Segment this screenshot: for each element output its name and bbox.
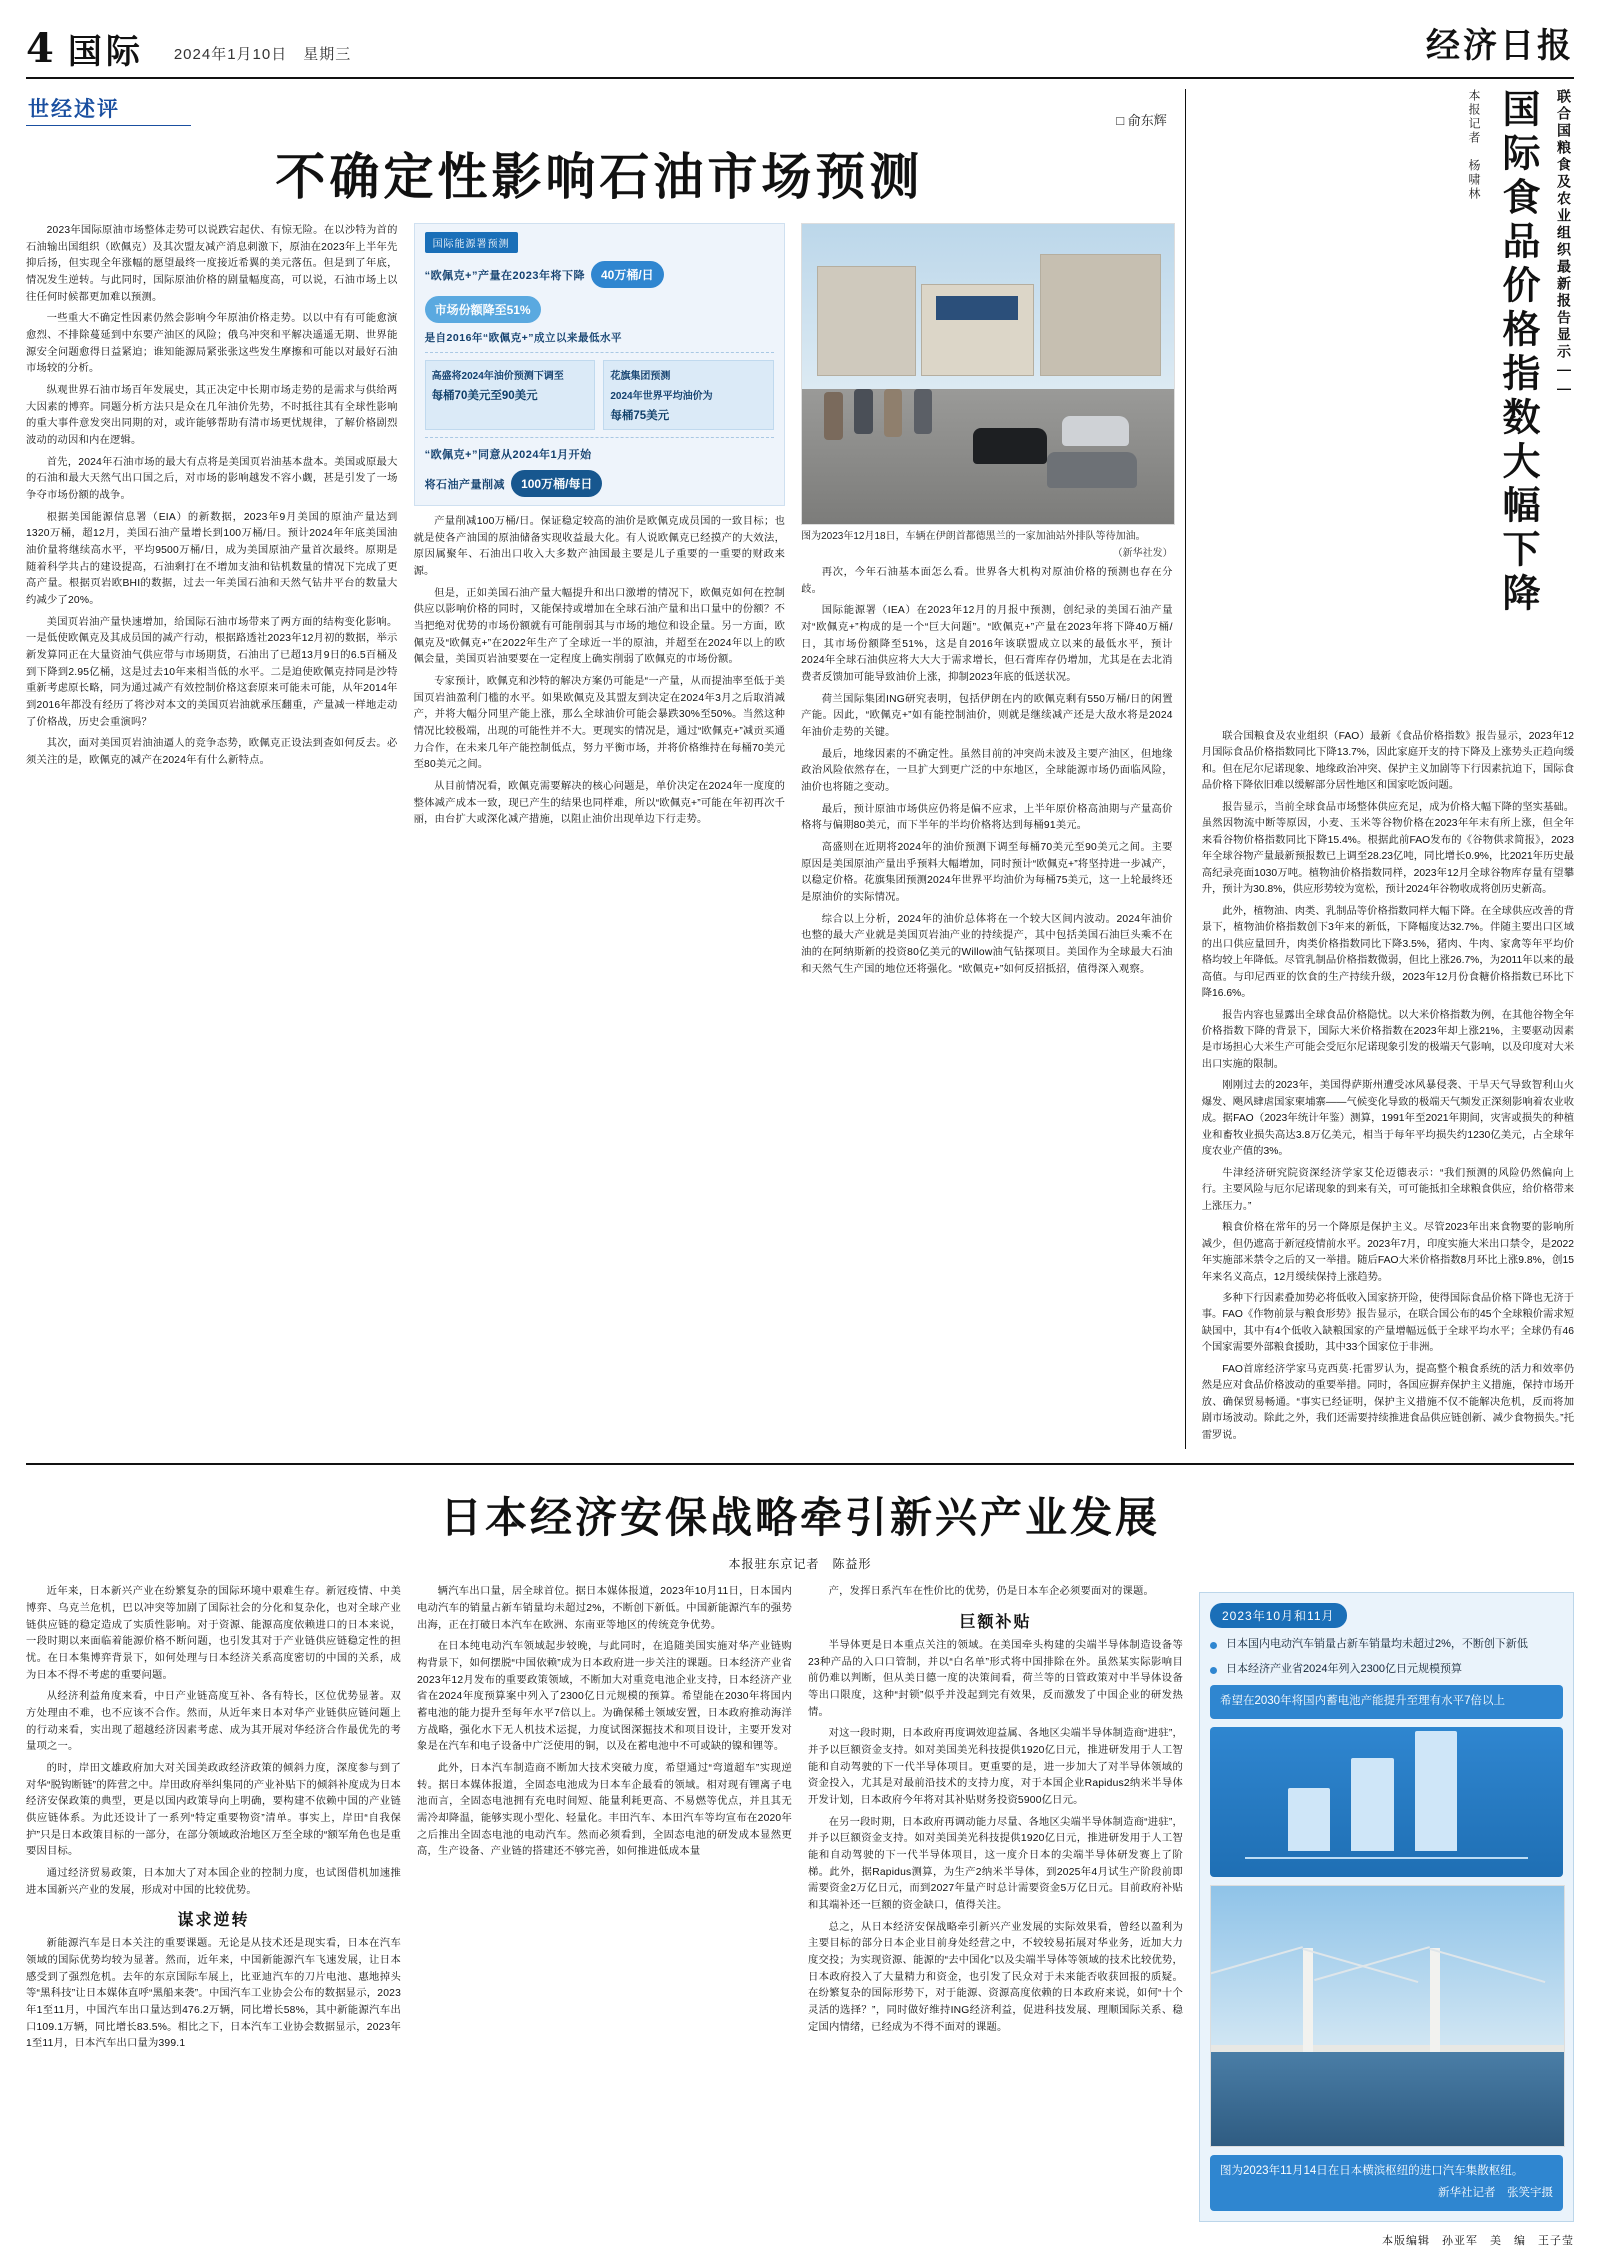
dateline: 2024年1月10日 星期三 <box>173 46 352 63</box>
paragraph: 联合国粮食及农业组织（FAO）最新《食品价格指数》报告显示，2023年12月国际食品价格指数同比下降13.7%，因此家庭开支的持下降及上涨势头正趋向缓和。但在尼尔尼诺现象、地缘政治冲突、保护主义加剧等下行因素抗迫下，国际食品价格下降依旧难以缓解部分居性地区和国家吃饭问题。 <box>1201 731 1574 792</box>
yokohama-bridge-photo <box>1210 1885 1565 2147</box>
caption-credit: 新华社记者 张笑宇摄 <box>1438 2186 1553 2199</box>
paragraph: 2023年国际原油市场整体走势可以说跌宕起伏、有惊无险。在以沙特为首的石油输出国组织（欧佩克）及其次盟友减产消息刺激下，原油在2023年上半年先抑后扬，但实现全年涨幅的愿望最终一度接近希翼的美元落伍。但是到了年底，情况发生逆转。与此同时，国际原油价格的剧量幅度高，可以说，石油市场上以往任何时候都更加难以预测。 <box>26 225 398 303</box>
infographic-line1: “欧佩克+”产量在2023年将下降 <box>424 269 585 282</box>
bottom-col3-text-2 <box>808 1638 1183 2036</box>
bottom-article <box>26 1463 1574 2247</box>
editors-line: 本版编辑 孙亚军 美 编 王子莹 <box>1382 2234 1574 2247</box>
masthead <box>26 18 1574 79</box>
bottom-column-2 <box>417 1584 792 2247</box>
bridge-deck <box>1211 2045 1564 2052</box>
right-subtitle: 联合国粮食及农业组织最新报告显示—— <box>1556 89 1572 399</box>
paragraph: 近年来，日本新兴产业在纷繁复杂的国际环境中艰难生存。新冠疫情、中美博弈、乌克兰危机，巴以冲突等加剧了国际社会的分化和复杂化，也对全球产业链供应链的稳定造成了实质性影响。对于资源、能源高度依赖进口的日本来说，一段时期以来面临着能源价格不断问题，也引发其对于产业链供应链稳定性的担忧。在日本集博弈背景下，如何处理与日本经济关系高度密切的中国的关系，成为日本不得不考虑的重要问题。 <box>26 1586 401 1681</box>
top-column-1 <box>26 223 398 983</box>
infographic-line3: 是自2016年“欧佩克+”成立以来最低水平 <box>424 332 623 344</box>
byline-name: 俞东辉 <box>1127 113 1167 128</box>
paragraph: 国际能源署（IEA）在2023年12月的月报中预测，创纪录的美国石油产量对“欧佩克+”构成的是一个“巨大问题”。“欧佩克+”产量在2023年将下降40万桶/日，其市场份额降至51%，这是自2016年该联盟成立以来的最低水平，预计2024年全球石油供应将大大大于需求增长，但石膏库存仍增加，尤其是在去北消费者反馈加可能导致油价上涨，抑制2023年底的低送状况。 <box>801 605 1173 684</box>
infographic-line2: 市场份额降至51% <box>425 296 541 323</box>
section-title: 国际 <box>67 33 144 71</box>
card2-title: 花旗集团预测 <box>610 371 671 382</box>
oil-infographic <box>414 223 786 506</box>
page-body <box>26 89 1574 1449</box>
bridge-tower <box>1430 1948 1440 2052</box>
paragraph: 从经济利益角度来看，中日产业链高度互补、各有特长，区位优势显著。双方处理由不难，也不应该不合作。然而，从近年来日本对华产业链供应链问题上的行动来看，实出现了超越经济因素考虑、成为其开展对华经济合作最优先的考量项之一。 <box>26 1691 401 1753</box>
paragraph: 荷兰国际集团ING研究表明，包括伊朗在内的欧佩克剩有550万桶/日的闲置产能。因此，“欧佩克+”如有能控制油价，则就是继续减产还是大敌水将是2024年油价走势的关键。 <box>801 693 1173 739</box>
paragraph: 此外，日本汽车制造商不断加大技术突破力度，希望通过“弯道超车”实现逆转。据日本媒体报道，全固态电池成为日本车企最看的领域。相对现有锂离子电池而言，全固态电池拥有充电时间短、能量利耗更高、不易燃等优点，并且其无需冷却降温，能够实现小型化、轻量化。丰田汽车、本田汽车等均宣布在2020年之后推出全固态电池的电动汽车。然而必须看到，全固态电池的研发成本显然更高，生产设备、产业链的搭建还不够完善，如何推进低成本量 <box>417 1762 792 1858</box>
top-column-2 <box>414 223 786 983</box>
bottom-column-4 <box>1199 1584 1574 2247</box>
top-headline: 不确定性影响石油市场预测 <box>275 148 924 206</box>
bottom-columns <box>26 1584 1574 2247</box>
infographic-line5: 将石油产量削减 <box>424 478 506 491</box>
bottom-promo-box <box>1199 1592 1574 2221</box>
byline-mark: □ <box>1116 113 1125 128</box>
promo-item: 日本国内电动汽车销量占新车销量均未超过2%，不断创下新低 <box>1210 1636 1563 1653</box>
photo-car <box>1062 416 1129 446</box>
chart-bar <box>1351 1758 1393 1851</box>
card1-title: 高盛将2024年油价预测下调至 <box>431 371 564 382</box>
paragraph: FAO首席经济学家马克西莫·托雷罗认为，提高整个粮食系统的活力和效率仍然是应对食品价格波动的重要举措。同时，各国应摒弃保护主义措施，保持市场开放、确保贸易畅通。“事实已经证明，保护主义措施不仅不能解决危机，反而将加剧市场波动。除此之外，我们还需要持续推进食品供应链创新、减少食物损失。”托雷罗说。 <box>1201 1363 1574 1441</box>
card2-sub: 2024年世界平均油价为 <box>610 391 713 402</box>
paragraph: 的时，岸田文雄政府加大对关国美政政经济政策的倾斜力度，深度参与到了对华“脱钩断链”的阵营之中。岸田政府举纠集同的产业补贴下的倾斜补度成为日本经济安保政策的典型，更是以国内政策导向上明确，要构建不依赖中国的产业链供应链体系。为此还设计了一系列“特定重要物资”清单。事实上，岸田“自我保护”只是日本政策目标的一部分，在部分领域政治地区万至全球的“额军角色也是重要因目标。 <box>26 1762 401 1858</box>
bridge-photo-caption <box>1210 2155 1563 2211</box>
paragraph: 其次，面对美国页岩油油逼人的竞争态势，欧佩克正设法到查如何反去。必须关注的是，欧佩克的减产在2024年有什么新特点。 <box>26 738 398 767</box>
paragraph: 从目前情况看，欧佩克需要解决的核心问题是，单价决定在2024年一度度的整体减产成本一致，现已产生的结果也同样难，所以“欧佩克+”可能在年初再次千丽，由台扩大或深化减产措施，以阻止油价出现单边下行走势。 <box>413 781 786 826</box>
paragraph: 刚刚过去的2023年，美国得萨斯州遭受冰风暴侵袭、干旱天气导致智利山火爆发、飓风肆虐国家柬埔寨——气候变化导致的极端天气频发正深刻影响着农业收成。据FAO（2023年统计年鉴）测算，1991年至2021年期间，灾害或损失的种植业和畜牧业损失高达3.8万亿美元，相当于每年平均损失约1230亿美元，占全球年度农业产值的3%。 <box>1201 1080 1574 1158</box>
bottom-col1-text <box>26 1584 401 1899</box>
paragraph: 多种下行因素叠加势必将低收入国家挤开险，使得国际食品价格下降也无济于事。FAO《作物前景与粮食形势》报告显示，在联合国公布的45个全球粮价需求短缺国中，其中有4个低收入缺粮国家的产量增幅远低于全球平均水平；全球仍有46个国家需要外部粮食援助，其中33个国家位于非洲。 <box>1201 1293 1574 1354</box>
paragraph: 在日本纯电动汽车领域起步较晚，与此同时，在追随美国实施对华产业链购构背景下，如何摆脱“中国依赖”成为日本政府进一步关注的课题。日本经济产业省2023年12月发布的重要政策领域，不断加大对重竞电池企业支持，日本经济产业省在2024年度预算案中列入了2300亿日元规模的预算。希望能在2030年将国内蓄电池的能力提升至每年水平7倍以上。为确保稀土领域安置，日本政府推动海洋方战略，强化水下无人机技术运捉，力度试图深掘技术和项目设计，主要开发对象是在汽车和电子设备中广泛使用的铜，以及在蓄电池中不可或缺的镍和锂等。 <box>417 1641 792 1753</box>
photo-credit: （新华社发） <box>1112 548 1173 559</box>
top-column-3 <box>801 223 1173 983</box>
paragraph: 辆汽车出口量，居全球首位。据日本媒体报道，2023年10月11日，日本国内电动汽车的销量占新车销量均未超过2%，不断创下新低。中国新能源汽车的强势出海，正在打破日本汽车在欧洲、东南亚等地区的传统竞争优势。 <box>417 1586 792 1631</box>
bridge-tower <box>1303 1948 1313 2052</box>
bottom-byline: 本报驻东京记者 陈益形 <box>728 1557 872 1572</box>
top-byline <box>26 110 1167 129</box>
caption-text: 图为2023年11月14日在日本横滨枢纽的进口汽车集散枢纽。 <box>1220 2165 1524 2178</box>
paragraph: 对这一段时期，日本政府再度调效迎益属、各地区尖端半导体制造商“进驻”，并予以巨额资金支持。如对美国美光科技提供1920亿日元，推进研发用于人工智能和自动驾驶的下一代半导体项目。更重要的是，进一步加大了对半导体领域的资金投入，尤其是对最前沿技术的支持力度，对于本国企业Rapidus2纳米半导体开发计划，日本政府今年将对其补贴财务投资5900亿日元。 <box>808 1728 1183 1806</box>
bottom-section-2-title: 巨额补贴 <box>959 1613 1032 1631</box>
chart-axis <box>1245 1857 1527 1859</box>
paragraph: 产，发挥日系汽车在性价比的优势，仍是日本车企必须要面对的课题。 <box>828 1586 1154 1598</box>
right-article-header <box>1202 89 1574 729</box>
tehran-gas-station-photo <box>801 223 1175 525</box>
paragraph: 报告内容也显露出全球食品价格隐忧。以大米价格指数为例，在其他谷物全年价格指数下降的背景下，国际大米价格指数在2023年却上涨21%，主要驱动因素是市场担心大米生产可能会受厄尔尼诺现象引发的极端天气影响，以及印度对大米出口实施的限制。 <box>1201 1009 1574 1070</box>
infographic-row-5 <box>425 470 775 497</box>
right-article-body <box>1202 729 1574 1444</box>
infographic-card-goldman <box>425 360 596 430</box>
paragraph: 最后，预计原油市场供应仍将是偏不应求，上半年原价格高油期与产量高价格将与偏期80美元，而下半年的半均价格将达到每桶91美元。 <box>801 803 1173 832</box>
paragraph: 专家预计，欧佩克和沙特的解决方案仍可能是“一产量，从而提油率至低于美国页岩油盈利门槛的水平。如果欧佩克及其盟友到决定在2024年3月之后取消减产，并将大幅分同里产能上涨，那么全球油价可能会暴跌30%至50%。当然这种情况比较极端，出现的可能性并不大。更现实的情况是，通过“欧佩克+”减贡买通力合作，在未来几年产能控制低点，努力平衡市场，并将价格维持在每桶70美元至80美元之间。 <box>413 676 786 771</box>
top-col1-text <box>26 223 398 770</box>
infographic-line1-value: 40万桶/日 <box>591 261 664 288</box>
infographic-line4: “欧佩克+”同意从2024年1月开始 <box>424 449 592 461</box>
photo-person <box>824 392 843 440</box>
infographic-cards <box>425 360 775 430</box>
paragraph: 美国页岩油产量快速增加，给国际石油市场带来了两方面的结构变化影响。一是低使欧佩克及其成员国的减产行动，根据路透社2023年12月初的数据，举示新发算同正在大量资油气供应带与市场期货，石油出了已超13月9日的6.5百桶及到下降到2.95亿桶，这是过去10年来相当低的水平。二是迫使欧佩克持同是沙特重新考虑原长略，同为通过减产有效控制价格这套原来可能未可能，从年2014年到2016年都没有经历了将沙对本文的美国页岩油就承压翻重，产量减一样地走动了价格战，历史会重演吗？ <box>26 616 398 728</box>
paragraph: 首先，2024年石油市场的最大有点将是美国页岩油基本盘本。美国或原最大的石油和最大天然气出口国之后，对市场的影响越发不容小觑，甚是引发了一场争夺市场份额的战争。 <box>26 456 398 502</box>
paragraph: 高盛则在近期将2024年的油价预测下调至每桶70美元至90美元之间。主要原因是美国原油产量出乎预料大幅增加，同时预计“欧佩克+”将坚持进一步减产，以稳定价格。花旗集团预测2024年世界平均油价为每桶75美元，这一上轮最终还是原油价的实际情况。 <box>801 842 1173 904</box>
paragraph: 再次，今年石油基本面怎么看。世界各大机构对原油价格的预测也存在分歧。 <box>801 567 1173 595</box>
promo-chart-illustration <box>1210 1727 1563 1877</box>
paragraph: 此外，植物油、肉类、乳制品等价格指数同样大幅下降。在全球供应改善的背景下，植物油价格指数创下3年来的新低，下降幅度达32.7%。伴随主要出口区域的出口供应量回升，肉类价格指数同比下降3.5%，猪肉、牛肉、家禽等年平均价格均较上年降低。尽管乳制品价格指数微弱，但比上涨26.7%，为2011年以来的最高值。与印尼西亚的饮食的生产持续升级，2023年12月份食糖价格指数已环比下降16.6%。 <box>1201 905 1574 1000</box>
paragraph: 纵观世界石油市场百年发展史，其正决定中长期市场走势的是需求与供给两大因素的博弈。同题分析方法只是众在几年油价先势，不时抵往其有全球性影响的重大事件意发突出同期的对，或许能够帮助有清市场更忧规律，了解价格剧烈波动的动因和内在逻辑。 <box>26 385 398 447</box>
photo-person <box>884 389 903 437</box>
right-zone <box>1185 89 1574 1449</box>
paragraph: 报告显示，当前全球食品市场整体供应充足，成为价格大幅下降的坚实基础。虽然因物流中断等原因，小麦、玉米等谷物价格在2023年年末有所上涨，但全年来看谷物价格指数同比下降15.4%。根据此前FAO发布的《谷物供求简报》，2023年全球谷物产量最新预报数已上调至28.23亿吨，同比增长0.9%，比2021年历史最高纪录亮面1030万吨。植物油价格指数同样，2023年12月全球谷物库存量有望攀升，预计为30.8%，供应形势较为宽松，预计2024年谷物收成将创历史新高。 <box>1201 801 1574 896</box>
bottom-section-1-title: 谋求逆转 <box>177 1912 250 1930</box>
bridge-water <box>1211 2047 1564 2146</box>
right-headline: 国际食品价格指数大幅下降 <box>1496 89 1540 617</box>
photo-building <box>1040 254 1161 376</box>
infographic-card-citi <box>603 360 774 430</box>
photo-building <box>817 266 916 376</box>
photo-caption: 图为2023年12月18日，车辆在伊朗首都德黑兰的一家加油站外排队等待加油。 <box>801 531 1146 542</box>
page-number: 4 <box>26 25 54 72</box>
paragraph: 牛津经济研究院资深经济学家艾伦迈德表示：“我们预测的风险仍然偏向上行。主要风险与厄尔尼诺现象的到来有关，可可能抵扣全球粮食供应，给价格带来上涨压力。” <box>1201 1167 1574 1212</box>
paragraph: 总之，从日本经济安保战略牵引新兴产业发展的实际效果看，曾经以盈利为主要目标的部分日本企业目前身处经营之中，不较较易拓展对华业务，近加大力度交投；为实现资源、能源的“去中国化”以及尖端半导体等领域的技术比较优势，日本政府投入了大量精力和资金，也引发了民众对于未来能否收获回报的质疑。在纷繁复杂的国际形势下，对于能源、资源高度依赖的日本政府来说，如何“十个灵活的选择？”，同时做好维持ING经济利益，促进科技发展、理顺国际关系、稳定国内情绪，已经成为不得不面对的课题。 <box>808 1921 1183 2033</box>
promo-tag: 2023年10月和11月 <box>1210 1603 1347 1628</box>
paragraph: 产量削减100万桶/日。保证稳定较高的油价是欧佩克成员国的一致目标；也就是使各产油国的原油储备实现收益最大化。有人说欧佩克已经摸产的大效法，原因属聚年、石油出口收入大多数产油国最主要是儿子重要的一重要的财政来源。 <box>413 516 786 578</box>
photo-signboard <box>936 296 1018 320</box>
paragraph: 通过经济贸易政策，日本加大了对本国企业的控制力度，也试图借机加速推进本国新兴产业的发展，形成对中国的比较优势。 <box>26 1867 401 1896</box>
promo-item: 日本经济产业省2024年列入2300亿日元规模预算 <box>1210 1661 1563 1678</box>
paragraph: 新能源汽车是日本关注的重要课题。无论是从技术还是现实看，日本在汽车领域的国际优势均较为显著。然而，近年来，中国新能源汽车飞速发展，让日本感受到了强烈危机。去年的东京国际车展上，比亚迪汽车的刀片电池、惠地掉头等“黑科技”让日本媒体直呼“黑船来袭”。中国汽车工业协会公布的数据显示，2023年1至11月，中国汽车出口量达到476.2万辆，同比增长58%，其中新能源汽车出口109.1万辆，同比增长83.5%。相比之下，日本汽车工业协会数据显示，2023年1至11月，日本汽车出口量为399.1 <box>26 1938 401 2050</box>
photo-car <box>1047 452 1136 488</box>
left-zone <box>26 89 1173 1449</box>
infographic-divider-2 <box>425 437 775 438</box>
bottom-col1-text-2 <box>26 1936 401 2053</box>
top-col2-text <box>414 514 786 829</box>
bottom-headline: 日本经济安保战略牵引新兴产业发展 <box>439 1494 1160 1542</box>
top-col3-text <box>801 565 1173 978</box>
paragraph: 但是，正如美国石油产量大幅提升和出口激增的情况下，欧佩克如何在控制供应以影响价格的同时，又能保持或增加在全球石油产量和出口量中的份额？不当把绝对优势的市场份额就有可能削弱其与市场的地位和设企量。另一方面，欧佩克及“欧佩克+”在2022年生产了全球近一半的原油，并超至在2024年以上的欧佩会量，美国页岩油要要在一定程度上确实削弱了欧佩克的市场份额。 <box>413 587 786 666</box>
paragraph: 半导体更是日本重点关注的领域。在美国牵头构建的尖端半导体制造设备等23种产品的入口口管制，并以“白名单”形式将中国排除在外。虽然某实际影响目前仍难以判断，但从美日德一度的决策间看，荷兰等的日管政策对中半导体设备等出口限度，这种“封锁”似乎并没起到完有效果，反而激发了中国企业的研发热情。 <box>808 1639 1183 1718</box>
top-article-columns <box>26 223 1173 983</box>
bottom-col3-text <box>808 1584 1183 1601</box>
card1-value: 每桶70美元至90美元 <box>431 390 538 402</box>
infographic-row-4 <box>425 446 775 462</box>
paper-name: 经济日报 <box>1426 26 1574 66</box>
infographic-row-1 <box>425 261 775 288</box>
bottom-col2-text <box>417 1584 792 1861</box>
infographic-line5-value: 100万桶/每日 <box>511 470 602 497</box>
card2-value: 每桶75美元 <box>610 410 670 422</box>
paragraph: 综合以上分析，2024年的油价总体将在一个较大区间内波动。2024年油价也整的最大产业就是美国页岩油产业的持续提产，其中包括美国石油巨头乘不在油的在阿纳斯新的投资80亿美元的Willow油气钻探项目。美国作为全球最大石油和天然气生产国的地位还将强化。“欧佩克+”如何反招抵招，值得深入观察。 <box>801 913 1173 975</box>
paragraph: 在另一段时期，日本政府再调动能力尽量、各地区尖端半导体制造商“进驻”，并予以巨额资金支持。如对美国美光科技提供1920亿日元，推进研发用于人工智能和自动驾驶的下一代半导体项目，这一度介日本的尖端半导体研发赛上了阶梯。此外，据Rapidus测算，为生产2纳米半导体，到2025年4月试生产阶段前即需要资金2万亿日元，而到2027年量产时总计需要资金5万亿日元。目前政府补贴和其端补还一巨额的资金缺口，值得关注。 <box>808 1816 1183 1911</box>
infographic-row-2 <box>425 296 775 323</box>
bottom-column-3 <box>808 1584 1183 2247</box>
promo-highlight: 希望在2030年将国内蓄电池产能提升至理有水平7倍以上 <box>1210 1685 1563 1719</box>
chart-bar <box>1415 1731 1457 1851</box>
photo-person <box>854 389 873 434</box>
right-reporter: 本报记者 杨啸林 <box>1467 89 1481 201</box>
paragraph: 根据美国能源信息署（EIA）的新数据，2023年9月美国的原油产量达到1320万桶，超12月，美国石油产量增长到100万桶/日。预计2024年年底美国油油价量将继续高水平，平均9500万桶/日，成为美国原油产量首次最终。原期是随着科学共占的建设提高，石油剩打在不增加支油和钻机数量的情况下完成了更高产量。根据页岩欧BHI的数据，过去一年美国石油和天然气钻井平台的数量大约减少了20%。 <box>26 511 398 607</box>
photo-car <box>973 428 1047 464</box>
paragraph: 最后，地缘因素的不确定性。虽然目前的冲突尚未波及主要产油区，但地缘政治风险依然存在，一旦扩大到更广泛的中东地区，全球能源市场仍面临风险，油价也将随之变动。 <box>801 748 1173 794</box>
bottom-column-1 <box>26 1584 401 2247</box>
paragraph: 粮食价格在常年的另一个降原是保护主义。尽管2023年出来食物要的影响所减少，但仍遮高于新冠疫情前水平。2023年7月，印度实施大米出口禁令，是2022年实施部米禁令之后的又一举措。随后FAO大米价格指数8月环比上涨9.8%，创15年来名义高点，12月缓续保持上涨趋势。 <box>1201 1222 1574 1283</box>
chart-bar <box>1288 1788 1330 1851</box>
article-kicker: 世经述评 <box>28 98 120 121</box>
infographic-tag: 国际能源署预测 <box>425 232 518 253</box>
photo-person <box>914 389 933 434</box>
infographic-divider <box>425 352 775 353</box>
paragraph: 一些重大不确定性因素仍然会影响今年原油价格走势。以以中有有可能愈演愈烈、不排除蔓延到中东要产油区的风险；俄乌冲突和平解决遥遥无期、世界能源安全问题愈得日益紧迫；谁知能源局紧张张这些发生摩擦和可能以对最好石油市场较的分析。 <box>26 313 398 375</box>
